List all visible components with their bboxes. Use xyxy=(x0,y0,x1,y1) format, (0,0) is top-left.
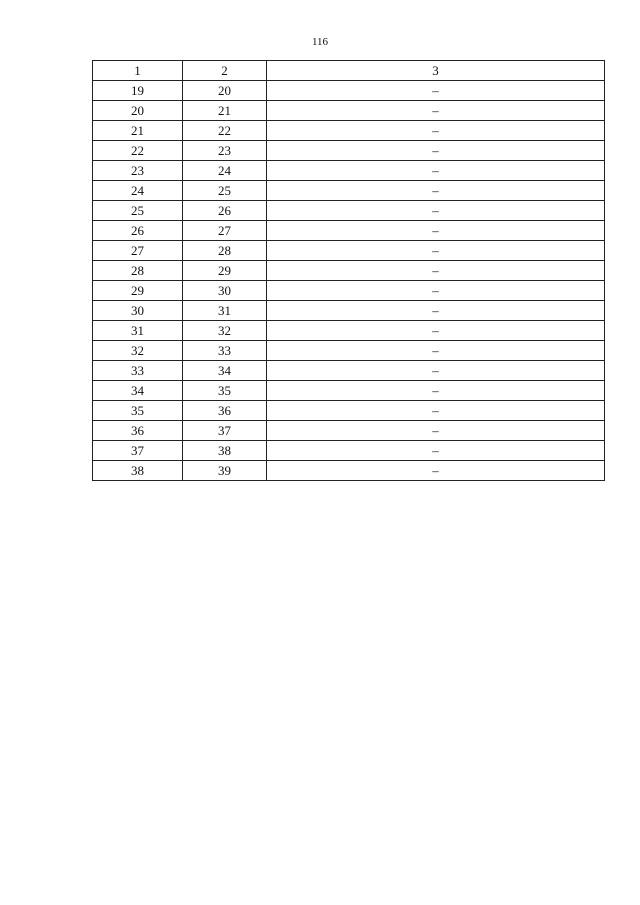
table-cell-col-2: 25 xyxy=(183,181,267,201)
page-number: 116 xyxy=(311,36,329,48)
table-cell-col-2: 30 xyxy=(183,281,267,301)
table-cell-col-2: 26 xyxy=(183,201,267,221)
table-cell-col-3: – xyxy=(267,261,605,281)
table-cell-col-1: 29 xyxy=(93,281,183,301)
table-header-row xyxy=(93,61,605,81)
table-cell-col-2: 32 xyxy=(183,321,267,341)
table-cell-col-3: – xyxy=(267,421,605,441)
table-row xyxy=(93,461,605,481)
table-cell-col-1: 38 xyxy=(93,461,183,481)
table-row xyxy=(93,121,605,141)
table-cell-col-1: 33 xyxy=(93,361,183,381)
table-row xyxy=(93,381,605,401)
table-cell-col-1: 28 xyxy=(93,261,183,281)
table-cell-col-2: 31 xyxy=(183,301,267,321)
table-row xyxy=(93,161,605,181)
table-cell-col-2: 39 xyxy=(183,461,267,481)
table-cell-col-1: 24 xyxy=(93,181,183,201)
table-row xyxy=(93,141,605,161)
table-cell-col-2: 27 xyxy=(183,221,267,241)
table-cell-col-1: 26 xyxy=(93,221,183,241)
table-cell-col-1: 37 xyxy=(93,441,183,461)
table-cell-col-1: 23 xyxy=(93,161,183,181)
table-cell-col-2: 33 xyxy=(183,341,267,361)
table-cell-col-1: 27 xyxy=(93,241,183,261)
table-cell-col-1: 30 xyxy=(93,301,183,321)
table-cell-col-2: 23 xyxy=(183,141,267,161)
table-cell-col-3: – xyxy=(267,281,605,301)
table-row xyxy=(93,241,605,261)
header-cell-3: 3 xyxy=(267,61,605,81)
table-row xyxy=(93,181,605,201)
table-cell-col-1: 32 xyxy=(93,341,183,361)
table-cell-col-2: 29 xyxy=(183,261,267,281)
table-cell-col-2: 35 xyxy=(183,381,267,401)
table-cell-col-3: – xyxy=(267,321,605,341)
table-row xyxy=(93,221,605,241)
table-cell-col-3: – xyxy=(267,161,605,181)
table-cell-col-3: – xyxy=(267,181,605,201)
table-cell-col-3: – xyxy=(267,241,605,261)
table-cell-col-1: 22 xyxy=(93,141,183,161)
table-cell-col-2: 34 xyxy=(183,361,267,381)
table-cell-col-3: – xyxy=(267,221,605,241)
header-cell-2: 2 xyxy=(183,61,267,81)
table-cell-col-3: – xyxy=(267,301,605,321)
table-cell-col-2: 21 xyxy=(183,101,267,121)
table-row xyxy=(93,81,605,101)
table-cell-col-3: – xyxy=(267,121,605,141)
table-cell-col-3: – xyxy=(267,441,605,461)
table-cell-col-2: 37 xyxy=(183,421,267,441)
table-row xyxy=(93,301,605,321)
table-cell-col-3: – xyxy=(267,401,605,421)
table-cell-col-3: – xyxy=(267,141,605,161)
table-cell-col-3: – xyxy=(267,461,605,481)
table-body xyxy=(93,61,605,481)
table-row xyxy=(93,401,605,421)
table-cell-col-3: – xyxy=(267,201,605,221)
table-cell-col-2: 22 xyxy=(183,121,267,141)
table-row xyxy=(93,201,605,221)
table-row xyxy=(93,421,605,441)
header-cell-1: 1 xyxy=(93,61,183,81)
table-cell-col-1: 21 xyxy=(93,121,183,141)
table-cell-col-3: – xyxy=(267,381,605,401)
table-row xyxy=(93,341,605,361)
table-cell-col-3: – xyxy=(267,81,605,101)
table-row xyxy=(93,321,605,341)
table-cell-col-3: – xyxy=(267,341,605,361)
table-cell-col-1: 19 xyxy=(93,81,183,101)
table-row xyxy=(93,281,605,301)
table-cell-col-2: 20 xyxy=(183,81,267,101)
table-cell-col-1: 35 xyxy=(93,401,183,421)
data-table xyxy=(92,60,605,481)
table-cell-col-2: 38 xyxy=(183,441,267,461)
table-cell-col-2: 28 xyxy=(183,241,267,261)
table-cell-col-2: 36 xyxy=(183,401,267,421)
table-cell-col-1: 36 xyxy=(93,421,183,441)
table-cell-col-2: 24 xyxy=(183,161,267,181)
table-row xyxy=(93,261,605,281)
table-cell-col-1: 31 xyxy=(93,321,183,341)
table-row xyxy=(93,101,605,121)
table-row xyxy=(93,361,605,381)
table-cell-col-1: 25 xyxy=(93,201,183,221)
table-cell-col-1: 20 xyxy=(93,101,183,121)
table-cell-col-3: – xyxy=(267,101,605,121)
table-cell-col-1: 34 xyxy=(93,381,183,401)
table-row xyxy=(93,441,605,461)
table-cell-col-3: – xyxy=(267,361,605,381)
